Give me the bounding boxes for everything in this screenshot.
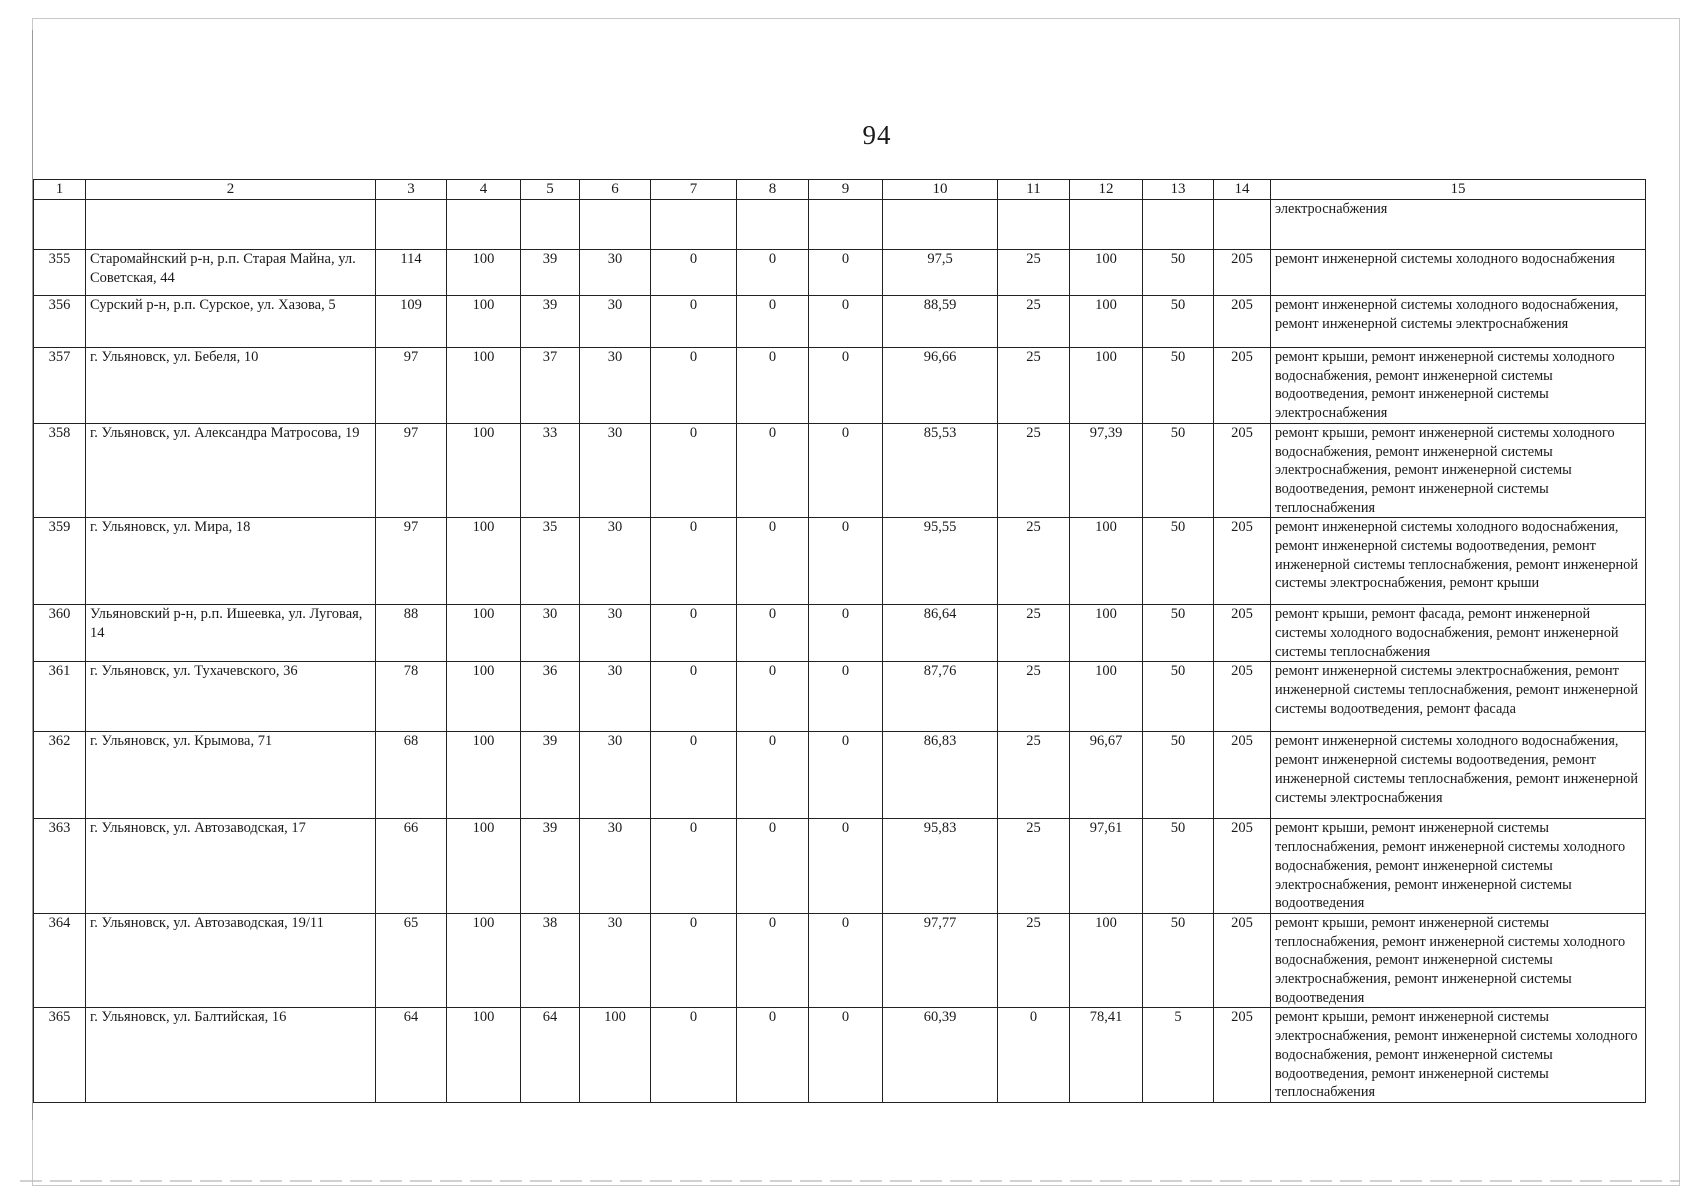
table-row xyxy=(34,819,1646,914)
value-cell: 100 xyxy=(447,819,521,914)
row-number-cell: 365 xyxy=(34,1008,86,1103)
value-cell: 87,76 xyxy=(883,662,998,732)
value-cell: 205 xyxy=(1214,913,1271,1008)
address-cell: г. Ульяновск, ул. Александра Матросова, 19 xyxy=(86,423,376,518)
value-cell: 97,5 xyxy=(883,250,998,296)
value-cell: 30 xyxy=(580,518,651,605)
value-cell: 39 xyxy=(521,819,580,914)
value-cell: 30 xyxy=(580,250,651,296)
value-cell: 39 xyxy=(521,296,580,348)
table-row xyxy=(34,296,1646,348)
value-cell: 25 xyxy=(998,296,1070,348)
address-cell: г. Ульяновск, ул. Мира, 18 xyxy=(86,518,376,605)
value-cell: 205 xyxy=(1214,250,1271,296)
table-row xyxy=(34,913,1646,1008)
value-cell: 30 xyxy=(580,296,651,348)
value-cell: 25 xyxy=(998,250,1070,296)
value-cell: 25 xyxy=(998,518,1070,605)
value-cell: 37 xyxy=(521,348,580,424)
row-number-cell xyxy=(34,200,86,250)
table-row xyxy=(34,1008,1646,1103)
row-number-cell: 357 xyxy=(34,348,86,424)
address-cell: г. Ульяновск, ул. Бебеля, 10 xyxy=(86,348,376,424)
column-header: 8 xyxy=(737,180,809,200)
value-cell: 0 xyxy=(809,605,883,662)
value-cell: 30 xyxy=(580,732,651,819)
value-cell: 0 xyxy=(737,1008,809,1103)
value-cell: 109 xyxy=(376,296,447,348)
value-cell: 0 xyxy=(809,518,883,605)
value-cell: 0 xyxy=(651,819,737,914)
value-cell: 0 xyxy=(737,732,809,819)
works-description-cell: ремонт инженерной системы холодного водоснабжения, ремонт инженерной системы водоотведения, ремонт инженерной системы теплоснабжения, ремонт инженерной системы электроснабжения, ремонт крыши xyxy=(1271,518,1646,605)
value-cell: 36 xyxy=(521,662,580,732)
works-description-cell: ремонт инженерной системы электроснабжения, ремонт инженерной системы теплоснабжения, ремонт инженерной системы водоотведения, ремонт фасада xyxy=(1271,662,1646,732)
repair-register-table xyxy=(33,179,1646,1103)
value-cell: 0 xyxy=(809,348,883,424)
value-cell: 100 xyxy=(447,662,521,732)
column-header: 7 xyxy=(651,180,737,200)
value-cell: 0 xyxy=(809,913,883,1008)
value-cell: 0 xyxy=(809,250,883,296)
value-cell: 205 xyxy=(1214,423,1271,518)
value-cell: 205 xyxy=(1214,605,1271,662)
value-cell: 205 xyxy=(1214,518,1271,605)
row-number-cell: 361 xyxy=(34,662,86,732)
value-cell: 97 xyxy=(376,423,447,518)
value-cell: 0 xyxy=(737,662,809,732)
address-cell: г. Ульяновск, ул. Автозаводская, 17 xyxy=(86,819,376,914)
value-cell: 0 xyxy=(737,348,809,424)
value-cell: 96,67 xyxy=(1070,732,1143,819)
value-cell xyxy=(1070,200,1143,250)
value-cell: 100 xyxy=(1070,348,1143,424)
continuation-row xyxy=(34,200,1646,250)
value-cell: 0 xyxy=(651,1008,737,1103)
value-cell: 0 xyxy=(809,732,883,819)
table-row xyxy=(34,732,1646,819)
value-cell xyxy=(998,200,1070,250)
address-cell xyxy=(86,200,376,250)
column-header: 4 xyxy=(447,180,521,200)
value-cell: 50 xyxy=(1143,296,1214,348)
value-cell: 0 xyxy=(651,348,737,424)
value-cell: 205 xyxy=(1214,819,1271,914)
value-cell: 100 xyxy=(447,518,521,605)
value-cell: 0 xyxy=(809,819,883,914)
value-cell: 205 xyxy=(1214,662,1271,732)
value-cell: 100 xyxy=(447,250,521,296)
column-header: 5 xyxy=(521,180,580,200)
value-cell: 50 xyxy=(1143,732,1214,819)
value-cell: 100 xyxy=(1070,296,1143,348)
value-cell: 0 xyxy=(651,296,737,348)
value-cell: 85,53 xyxy=(883,423,998,518)
table-row xyxy=(34,518,1646,605)
column-header: 14 xyxy=(1214,180,1271,200)
value-cell xyxy=(376,200,447,250)
value-cell: 30 xyxy=(580,605,651,662)
column-header: 9 xyxy=(809,180,883,200)
works-description-cell: ремонт крыши, ремонт инженерной системы холодного водоснабжения, ремонт инженерной системы водоотведения, ремонт инженерной системы электроснабжения xyxy=(1271,348,1646,424)
value-cell: 0 xyxy=(737,819,809,914)
value-cell xyxy=(580,200,651,250)
value-cell: 38 xyxy=(521,913,580,1008)
row-number-cell: 360 xyxy=(34,605,86,662)
value-cell xyxy=(737,200,809,250)
table-row xyxy=(34,605,1646,662)
value-cell: 78,41 xyxy=(1070,1008,1143,1103)
value-cell: 30 xyxy=(580,423,651,518)
column-header: 3 xyxy=(376,180,447,200)
value-cell: 205 xyxy=(1214,1008,1271,1103)
value-cell: 25 xyxy=(998,913,1070,1008)
value-cell: 100 xyxy=(447,423,521,518)
value-cell: 97,61 xyxy=(1070,819,1143,914)
value-cell: 30 xyxy=(580,819,651,914)
value-cell: 50 xyxy=(1143,819,1214,914)
value-cell: 100 xyxy=(1070,662,1143,732)
value-cell: 96,66 xyxy=(883,348,998,424)
value-cell: 95,55 xyxy=(883,518,998,605)
row-number-cell: 364 xyxy=(34,913,86,1008)
value-cell: 88,59 xyxy=(883,296,998,348)
value-cell: 68 xyxy=(376,732,447,819)
value-cell: 88 xyxy=(376,605,447,662)
value-cell xyxy=(883,200,998,250)
address-cell: г. Ульяновск, ул. Автозаводская, 19/11 xyxy=(86,913,376,1008)
value-cell: 97 xyxy=(376,518,447,605)
value-cell: 100 xyxy=(447,605,521,662)
row-number-cell: 363 xyxy=(34,819,86,914)
value-cell xyxy=(447,200,521,250)
works-description-cell: ремонт крыши, ремонт инженерной системы теплоснабжения, ремонт инженерной системы холодного водоснабжения, ремонт инженерной системы электроснабжения, ремонт инженерной системы водоотведения xyxy=(1271,819,1646,914)
value-cell: 100 xyxy=(1070,913,1143,1008)
table-row xyxy=(34,662,1646,732)
value-cell: 0 xyxy=(651,732,737,819)
value-cell: 25 xyxy=(998,819,1070,914)
value-cell: 25 xyxy=(998,605,1070,662)
value-cell: 100 xyxy=(447,296,521,348)
value-cell: 50 xyxy=(1143,348,1214,424)
value-cell: 25 xyxy=(998,348,1070,424)
value-cell: 0 xyxy=(737,296,809,348)
table-row xyxy=(34,348,1646,424)
value-cell: 205 xyxy=(1214,348,1271,424)
works-description-cell: ремонт крыши, ремонт фасада, ремонт инженерной системы холодного водоснабжения, ремонт инженерной системы теплоснабжения xyxy=(1271,605,1646,662)
value-cell xyxy=(1143,200,1214,250)
value-cell: 0 xyxy=(651,250,737,296)
value-cell: 0 xyxy=(809,662,883,732)
table-row xyxy=(34,423,1646,518)
value-cell: 0 xyxy=(651,662,737,732)
value-cell: 97 xyxy=(376,348,447,424)
value-cell: 64 xyxy=(376,1008,447,1103)
value-cell: 100 xyxy=(1070,605,1143,662)
value-cell: 50 xyxy=(1143,423,1214,518)
value-cell xyxy=(651,200,737,250)
column-header: 15 xyxy=(1271,180,1646,200)
value-cell: 39 xyxy=(521,250,580,296)
value-cell: 50 xyxy=(1143,913,1214,1008)
address-cell: г. Ульяновск, ул. Крымова, 71 xyxy=(86,732,376,819)
column-header: 6 xyxy=(580,180,651,200)
value-cell: 30 xyxy=(580,662,651,732)
works-description-cell: ремонт инженерной системы холодного водоснабжения, ремонт инженерной системы электроснабжения xyxy=(1271,296,1646,348)
works-description-cell: электроснабжения xyxy=(1271,200,1646,250)
row-number-cell: 359 xyxy=(34,518,86,605)
value-cell: 0 xyxy=(651,605,737,662)
works-description-cell: ремонт инженерной системы холодного водоснабжения xyxy=(1271,250,1646,296)
column-header: 13 xyxy=(1143,180,1214,200)
value-cell: 100 xyxy=(447,1008,521,1103)
column-header: 2 xyxy=(86,180,376,200)
column-header: 1 xyxy=(34,180,86,200)
works-description-cell: ремонт инженерной системы холодного водоснабжения, ремонт инженерной системы водоотведения, ремонт инженерной системы теплоснабжения, ремонт инженерной системы электроснабжения xyxy=(1271,732,1646,819)
value-cell: 0 xyxy=(651,913,737,1008)
value-cell: 33 xyxy=(521,423,580,518)
value-cell: 0 xyxy=(809,296,883,348)
value-cell: 66 xyxy=(376,819,447,914)
address-cell: г. Ульяновск, ул. Балтийская, 16 xyxy=(86,1008,376,1103)
value-cell: 114 xyxy=(376,250,447,296)
address-cell: Ульяновский р-н, р.п. Ишеевка, ул. Луговая, 14 xyxy=(86,605,376,662)
value-cell xyxy=(1214,200,1271,250)
value-cell: 65 xyxy=(376,913,447,1008)
value-cell: 0 xyxy=(737,423,809,518)
value-cell: 0 xyxy=(737,913,809,1008)
works-description-cell: ремонт крыши, ремонт инженерной системы электроснабжения, ремонт инженерной системы холодного водоснабжения, ремонт инженерной системы водоотведения, ремонт инженерной системы теплоснабжения xyxy=(1271,1008,1646,1103)
row-number-cell: 355 xyxy=(34,250,86,296)
value-cell: 0 xyxy=(737,518,809,605)
value-cell: 95,83 xyxy=(883,819,998,914)
row-number-cell: 356 xyxy=(34,296,86,348)
column-header: 11 xyxy=(998,180,1070,200)
value-cell: 86,64 xyxy=(883,605,998,662)
value-cell: 100 xyxy=(447,732,521,819)
value-cell: 30 xyxy=(521,605,580,662)
value-cell: 60,39 xyxy=(883,1008,998,1103)
value-cell: 30 xyxy=(580,913,651,1008)
value-cell: 100 xyxy=(447,913,521,1008)
value-cell: 64 xyxy=(521,1008,580,1103)
address-cell: г. Ульяновск, ул. Тухачевского, 36 xyxy=(86,662,376,732)
value-cell: 5 xyxy=(1143,1008,1214,1103)
value-cell: 50 xyxy=(1143,250,1214,296)
row-number-cell: 362 xyxy=(34,732,86,819)
value-cell: 50 xyxy=(1143,518,1214,605)
address-cell: Старомайнский р-н, р.п. Старая Майна, ул. Советская, 44 xyxy=(86,250,376,296)
column-number-header-row xyxy=(34,180,1646,200)
value-cell: 78 xyxy=(376,662,447,732)
column-header: 10 xyxy=(883,180,998,200)
value-cell: 0 xyxy=(809,1008,883,1103)
value-cell: 50 xyxy=(1143,605,1214,662)
value-cell xyxy=(521,200,580,250)
value-cell: 97,77 xyxy=(883,913,998,1008)
value-cell: 0 xyxy=(998,1008,1070,1103)
value-cell: 100 xyxy=(580,1008,651,1103)
value-cell: 30 xyxy=(580,348,651,424)
value-cell: 100 xyxy=(1070,518,1143,605)
works-description-cell: ремонт крыши, ремонт инженерной системы холодного водоснабжения, ремонт инженерной системы электроснабжения, ремонт инженерной системы водоотведения, ремонт инженерной системы теплоснабжения xyxy=(1271,423,1646,518)
value-cell: 0 xyxy=(737,605,809,662)
table-row xyxy=(34,250,1646,296)
scan-edge-marks xyxy=(20,1180,1680,1182)
value-cell: 100 xyxy=(1070,250,1143,296)
value-cell: 86,83 xyxy=(883,732,998,819)
value-cell: 0 xyxy=(651,518,737,605)
page-number: 94 xyxy=(862,120,892,150)
value-cell: 205 xyxy=(1214,296,1271,348)
works-description-cell: ремонт крыши, ремонт инженерной системы теплоснабжения, ремонт инженерной системы холодного водоснабжения, ремонт инженерной системы электроснабжения, ремонт инженерной системы водоотведения xyxy=(1271,913,1646,1008)
value-cell: 0 xyxy=(651,423,737,518)
value-cell: 35 xyxy=(521,518,580,605)
value-cell: 97,39 xyxy=(1070,423,1143,518)
value-cell: 0 xyxy=(737,250,809,296)
value-cell: 0 xyxy=(809,423,883,518)
value-cell: 25 xyxy=(998,423,1070,518)
value-cell: 50 xyxy=(1143,662,1214,732)
row-number-cell: 358 xyxy=(34,423,86,518)
value-cell xyxy=(809,200,883,250)
value-cell: 39 xyxy=(521,732,580,819)
value-cell: 25 xyxy=(998,732,1070,819)
column-header: 12 xyxy=(1070,180,1143,200)
value-cell: 25 xyxy=(998,662,1070,732)
address-cell: Сурский р-н, р.п. Сурское, ул. Хазова, 5 xyxy=(86,296,376,348)
value-cell: 100 xyxy=(447,348,521,424)
value-cell: 205 xyxy=(1214,732,1271,819)
